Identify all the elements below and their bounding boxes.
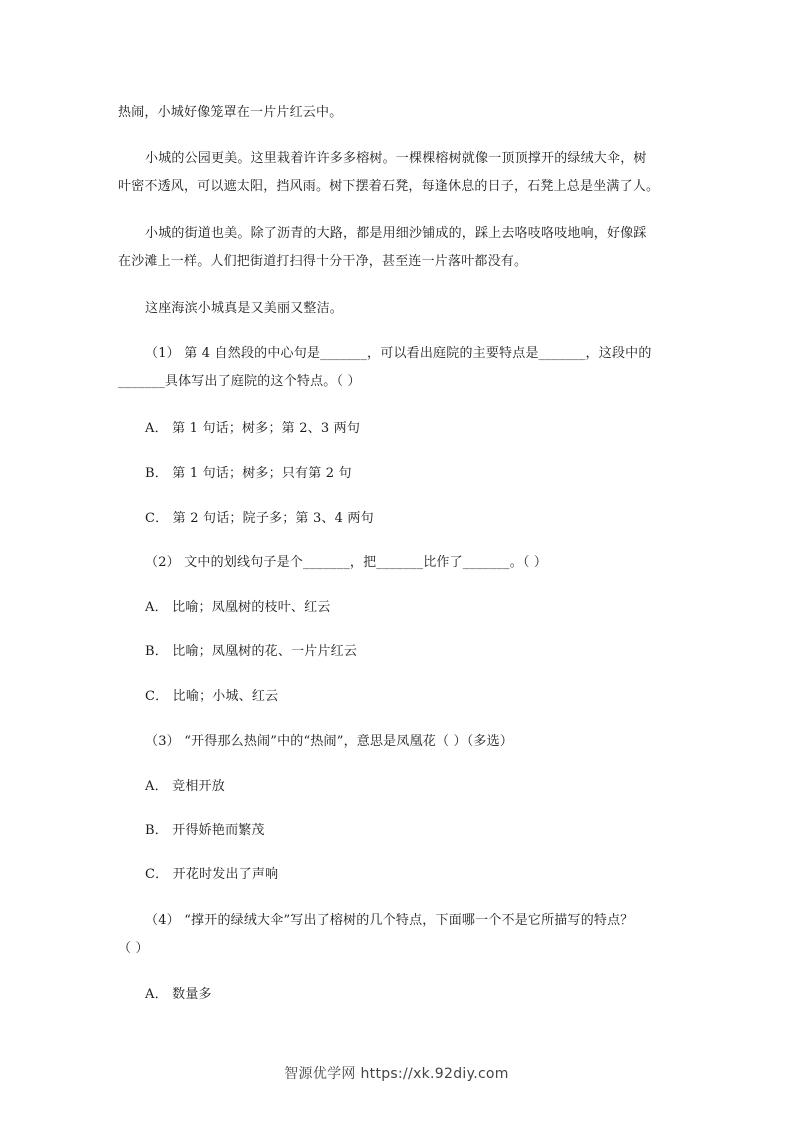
question-4-stem-line-2: （ ） — [118, 941, 149, 956]
question-1-option-a: A． 第 1 句话；树多；第 2、3 两句 — [145, 421, 361, 436]
question-1-stem-line-2: _______具体写出了庭院的这个特点。（ ） — [118, 374, 361, 389]
question-1-option-c: C． 第 2 句话；院子多；第 3、4 两句 — [145, 511, 374, 526]
passage-paragraph-3-line-2: 在沙滩上一样。人们把街道打扫得十分干净，甚至连一片落叶都没有。 — [118, 254, 528, 269]
question-3-option-a: A． 竞相开放 — [145, 779, 225, 794]
question-3-option-b: B． 开得娇艳而繁茂 — [145, 823, 265, 838]
question-2-option-b: B． 比喻；凤凰树的花、一片片红云 — [145, 644, 358, 659]
question-3-option-c: C． 开花时发出了声响 — [145, 867, 279, 882]
question-1-stem-line-1: （1） 第 4 自然段的中心句是_______，可以看出庭院的主要特点是_______，这段中的 — [145, 346, 652, 361]
passage-paragraph-2-line-2: 叶密不透风，可以遮太阳，挡风雨。树下摆着石凳，每逢休息的日子，石凳上总是坐满了人。 — [118, 179, 660, 194]
passage-paragraph-4-line-1: 这座海滨小城真是又美丽又整洁。 — [145, 301, 344, 316]
question-2-stem-line-1: （2） 文中的划线句子是个_______，把_______比作了_______。（ ） — [145, 555, 548, 570]
question-2-option-a: A． 比喻；凤凰树的枝叶、红云 — [145, 600, 331, 615]
question-4-option-a: A． 数量多 — [145, 987, 212, 1002]
passage-paragraph-3-line-1: 小城的街道也美。除了沥青的大路，都是用细沙铺成的，踩上去咯吱咯吱地响，好像踩 — [145, 226, 647, 241]
question-1-option-b: B． 第 1 句话；树多；只有第 2 句 — [145, 466, 352, 481]
question-3-stem-line-1: （3） “开得那么热闹”中的“热闹”，意思是凤凰花（ ）（多选） — [145, 734, 514, 749]
passage-paragraph-2-line-1: 小城的公园更美。这里栽着许许多多榕树。一棵棵榕树就像一顶顶撑开的绿绒大伞，树 — [145, 151, 647, 166]
passage-paragraph-1-line-1: 热闹，小城好像笼罩在一片片红云中。 — [118, 105, 343, 120]
footer-watermark: 智源优学网 https://xk.92diy.com — [284, 1066, 509, 1082]
question-2-option-c: C． 比喻；小城、红云 — [145, 689, 279, 704]
question-4-stem-line-1: （4） “撑开的绿绒大伞”写出了榕树的几个特点，下面哪一个不是它所描写的特点？ — [145, 913, 634, 928]
